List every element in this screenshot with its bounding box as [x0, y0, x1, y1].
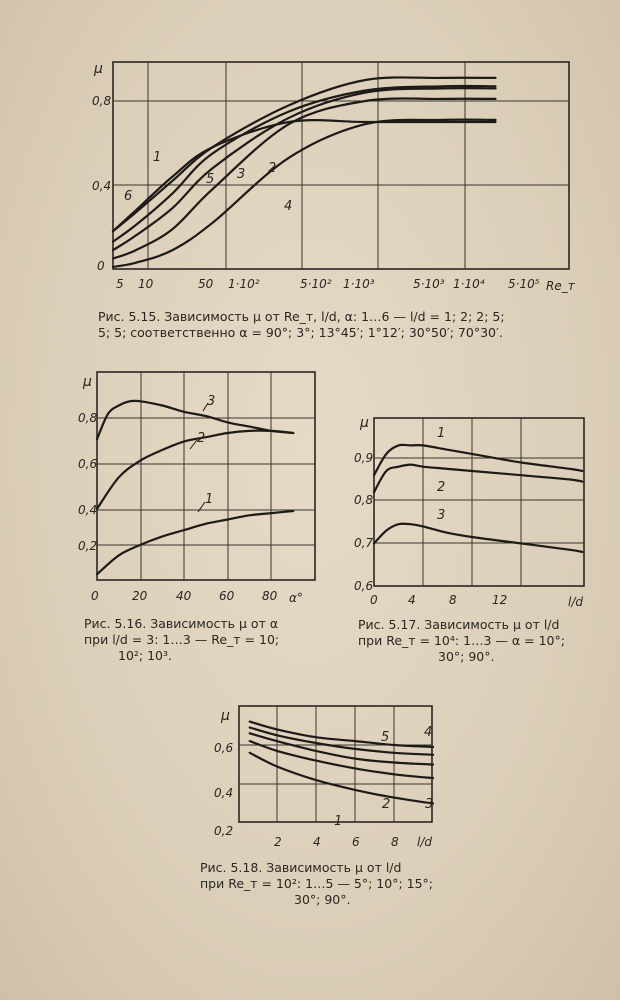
fig515-xtick: 1·10² — [228, 277, 260, 291]
fig517-xtick: 0 — [370, 593, 378, 607]
fig516-xtick: 20 — [132, 589, 148, 603]
fig518-series-label: 1 — [334, 814, 343, 829]
fig518-series-label: 3 — [425, 797, 434, 812]
fig517-caption-line: при Re_т = 10⁴: 1…3 — α = 10°; — [358, 633, 565, 648]
fig515-xtick: 50 — [198, 277, 214, 291]
fig517-series-label: 1 — [437, 426, 446, 441]
fig515-series-label: 6 — [124, 189, 133, 204]
fig516-series-label: 3 — [207, 394, 216, 409]
fig516-xtick: 60 — [219, 589, 235, 603]
fig518-xtick: 8 — [391, 835, 399, 849]
fig515-caption-line: 5; 5; соответственно α = 90°; 3°; 13°45′; 1°12′; 30°50′; 70°30′. — [98, 325, 503, 340]
fig517-xtick: 12 — [492, 593, 508, 607]
fig516-ylabel: μ — [83, 374, 92, 390]
fig517-ytick: 0,6 — [354, 579, 374, 593]
fig516-caption-line: Рис. 5.16. Зависимость μ от α — [84, 616, 279, 631]
fig518-xlabel: l/d — [417, 835, 432, 849]
fig518-ytick: 0,4 — [214, 786, 234, 800]
fig515-ytick: 0,4 — [92, 179, 112, 193]
fig515-caption-line: Рис. 5.15. Зависимость μ от Re_т, l/d, α: 1…6 — l/d = 1; 2; 2; 5; — [98, 309, 505, 324]
fig515-series-label: 5 — [206, 172, 215, 187]
fig515-xtick: 10 — [138, 277, 154, 291]
fig518-ytick: 0,2 — [214, 824, 234, 838]
fig516-ytick: 0,8 — [78, 411, 98, 425]
fig515-ylabel: μ — [94, 61, 103, 77]
fig517-ytick: 0,7 — [354, 536, 374, 550]
fig516-xlabel: α° — [289, 591, 303, 605]
fig518-xtick: 4 — [313, 835, 321, 849]
fig515-series-label: 4 — [284, 199, 293, 214]
fig518-ylabel: μ — [221, 708, 230, 724]
fig518-ytick: 0,6 — [214, 741, 234, 755]
fig518-caption-line: Рис. 5.18. Зависимость μ от l/d — [200, 860, 402, 875]
fig515-xtick: 5·10⁵ — [508, 277, 540, 291]
fig516-ytick: 0,6 — [78, 457, 98, 471]
fig515-ytick: 0,8 — [92, 94, 112, 108]
fig515-xtick: 1·10⁴ — [453, 277, 485, 291]
fig515-xlabel: Re_т — [546, 279, 575, 293]
fig517-caption-line: 30°; 90°. — [438, 649, 495, 664]
fig518-series-label: 5 — [381, 730, 390, 745]
fig517-caption-line: Рис. 5.17. Зависимость μ от l/d — [358, 617, 560, 632]
fig516-ytick: 0,4 — [78, 503, 98, 517]
fig518-caption — [200, 860, 433, 908]
fig515-xtick: 5·10³ — [413, 277, 445, 291]
fig516-caption-line: 10²; 10³. — [118, 648, 172, 663]
fig517-series-label: 2 — [437, 480, 446, 495]
fig515-xtick: 5 — [116, 277, 124, 291]
fig515-series-label: 1 — [153, 150, 162, 165]
fig516-xtick: 0 — [91, 589, 99, 603]
fig515-ytick: 0 — [97, 259, 105, 273]
fig515-xtick: 5·10² — [300, 277, 332, 291]
fig516-xtick: 80 — [262, 589, 278, 603]
fig518-series-label: 2 — [382, 797, 391, 812]
fig518-caption-line: при Re_т = 10²: 1…5 — 5°; 10°; 15°; — [200, 876, 434, 891]
fig517-xtick: 8 — [449, 593, 457, 607]
fig517-xtick: 4 — [408, 593, 416, 607]
fig517-ytick: 0,8 — [354, 493, 374, 507]
fig516-caption-line: при l/d = 3: 1…3 — Re_т = 10; — [84, 632, 280, 647]
fig515-series-label: 3 — [237, 167, 246, 182]
fig517-xlabel: l/d — [568, 595, 583, 609]
fig516-xtick: 40 — [176, 589, 192, 603]
fig515-xtick: 1·10³ — [343, 277, 375, 291]
fig516-series-label: 2 — [197, 431, 206, 446]
fig518-series-label: 4 — [424, 725, 433, 740]
fig516-ytick: 0,2 — [78, 539, 98, 553]
fig518-caption-line: 30°; 90°. — [294, 892, 351, 907]
fig517-series-label: 3 — [437, 508, 446, 523]
fig517-ytick: 0,9 — [354, 451, 374, 465]
fig515-series-label: 2 — [268, 161, 277, 176]
fig517-ylabel: μ — [360, 415, 369, 431]
fig516-series-label: 1 — [205, 492, 214, 507]
fig518-xtick: 2 — [274, 835, 282, 849]
fig518-xtick: 6 — [352, 835, 360, 849]
